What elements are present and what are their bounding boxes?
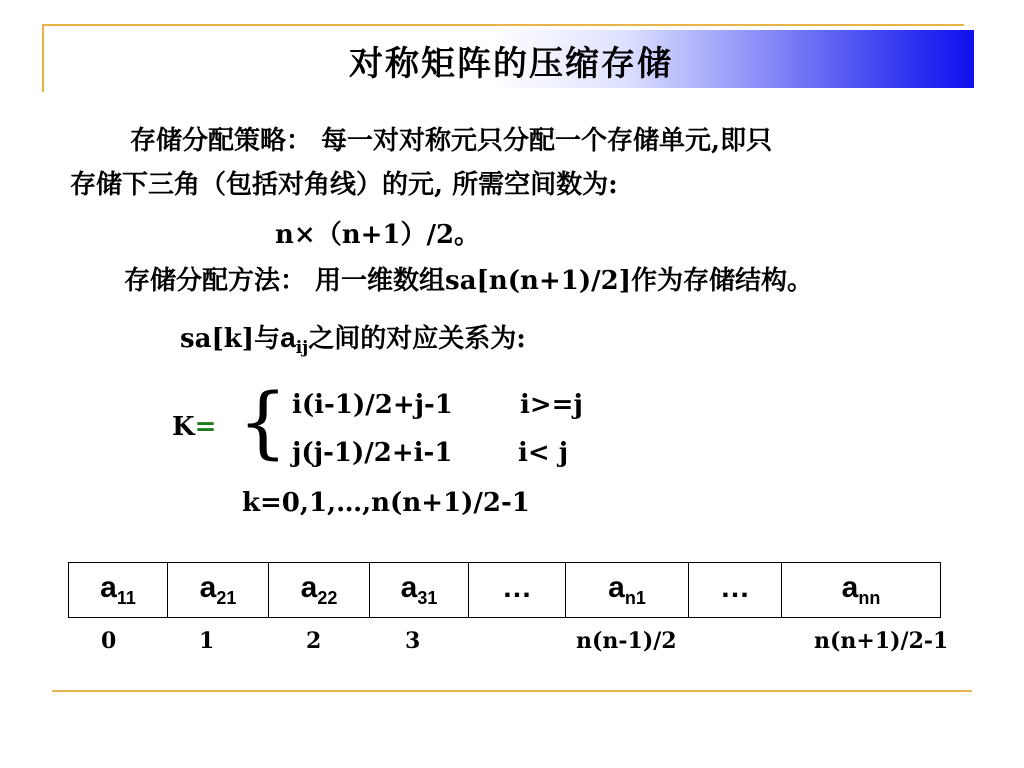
- case1-condition: i>=j: [520, 390, 583, 420]
- strategy-line-1: 存储分配策略： 每一对对称元只分配一个存储单元,即只: [130, 126, 773, 156]
- method-text: 存储分配方法： 用一维数组sa[n(n+1)/2]作为存储结构。: [124, 266, 814, 296]
- k-range: k=0,1,…,n(n+1)/2-1: [242, 488, 530, 518]
- array-cell: $a_{nn}$: [782, 563, 941, 618]
- array-cell: $a_{21}$: [168, 563, 269, 618]
- array-index: 2: [306, 628, 322, 654]
- case2-condition: i< j: [518, 438, 569, 468]
- relation-sub: ij: [295, 338, 309, 359]
- slide-title: 对称矩阵的压缩存储: [349, 44, 673, 84]
- bottom-frame-line: [52, 690, 972, 692]
- left-frame-line: [42, 24, 44, 92]
- array-index: n(n+1)/2-1: [814, 628, 949, 654]
- array-index: 0: [101, 628, 117, 654]
- array-cell: $a_{31}$: [370, 563, 469, 618]
- array-index: 1: [199, 628, 215, 654]
- case2-expression: j(j-1)/2+i-1: [292, 438, 453, 468]
- table-row: [69, 563, 941, 618]
- relation-text: [180, 318, 526, 358]
- k-symbol: K: [172, 412, 195, 442]
- case1-expression: i(i-1)/2+j-1: [292, 390, 453, 420]
- array-cell: $a_{22}$: [269, 563, 370, 618]
- relation-prefix: sa[k]与: [180, 324, 281, 354]
- array-cell: $a_{11}$: [69, 563, 168, 618]
- strategy-line-2: 存储下三角（包括对角线）的元, 所需空间数为:: [70, 170, 618, 200]
- array-cell: …: [689, 563, 782, 618]
- space-formula: n×（n+1）/2。: [275, 220, 481, 250]
- relation-suffix: 之间的对应关系为:: [308, 324, 526, 354]
- k-label: [172, 412, 216, 442]
- title-bar: [48, 30, 974, 88]
- array-cell: $a_{n1}$: [566, 563, 689, 618]
- top-frame-line: [42, 24, 964, 26]
- relation-a: a: [280, 322, 296, 353]
- k-equals: =: [194, 412, 217, 442]
- array-index: n(n-1)/2: [576, 628, 677, 654]
- array-cell: …: [469, 563, 566, 618]
- storage-array-table: [68, 562, 941, 618]
- array-index: 3: [405, 628, 421, 654]
- left-brace-icon: {: [238, 378, 288, 468]
